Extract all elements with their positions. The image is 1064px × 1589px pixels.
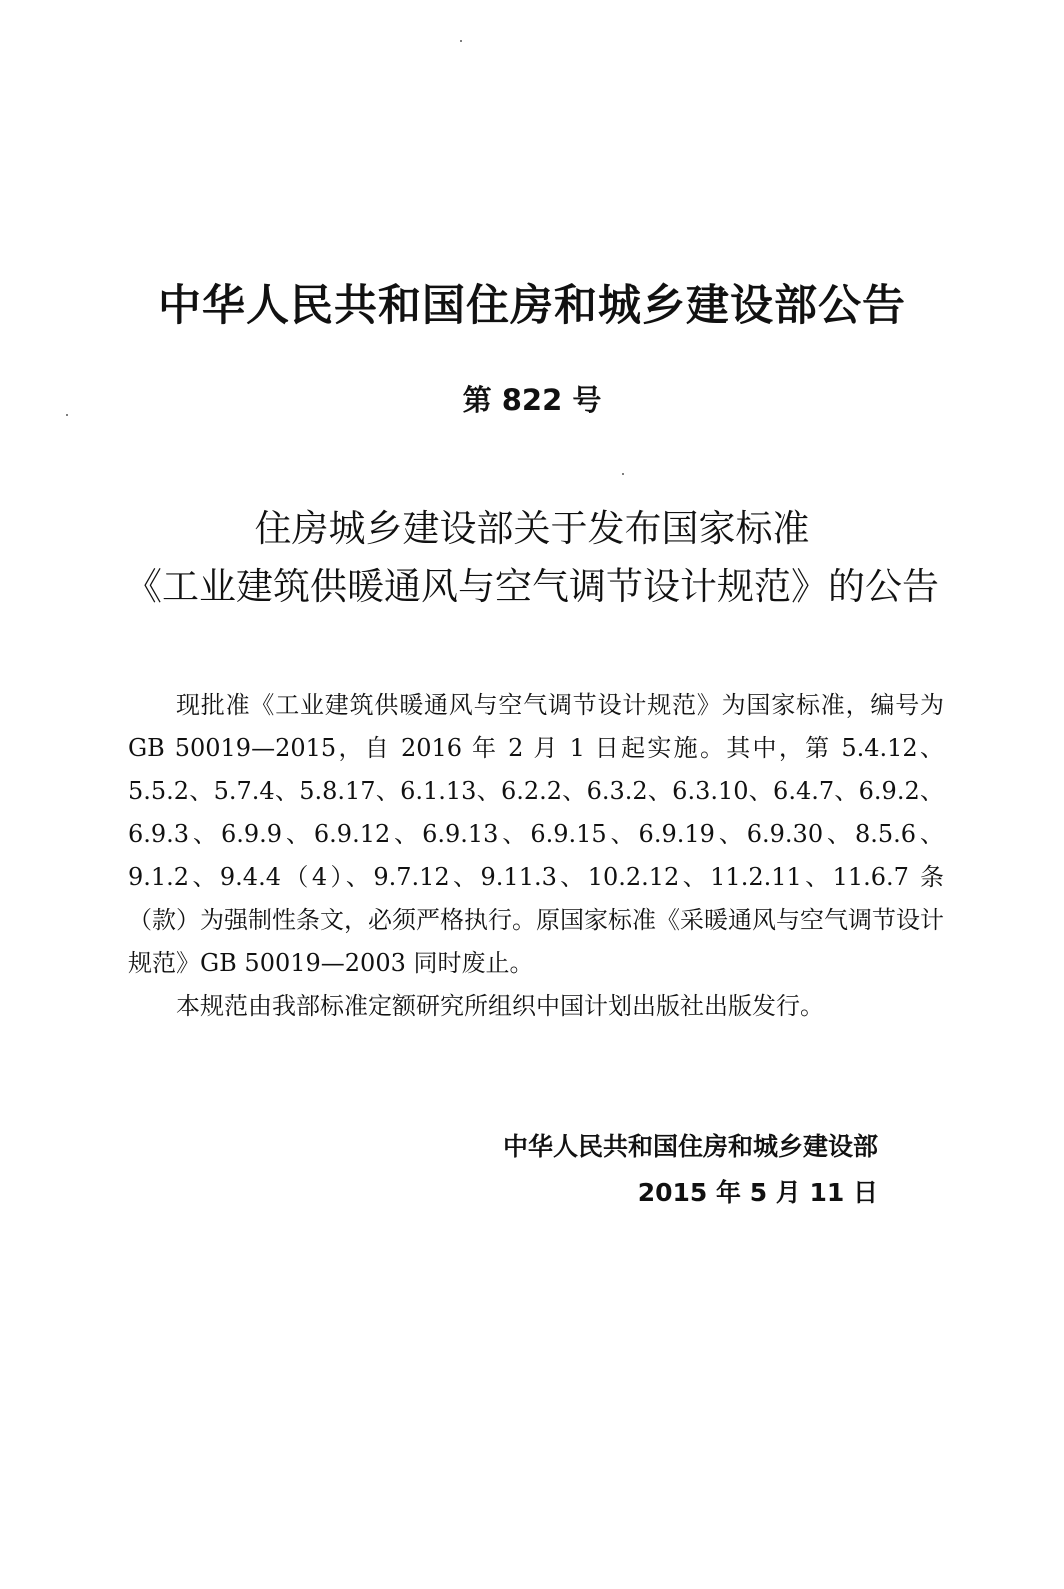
issuer-name: 中华人民共和国住房和城乡建设部	[502, 1132, 878, 1161]
scan-speck	[460, 40, 462, 42]
subtitle-line-1: 住房城乡建设部关于发布国家标准	[254, 507, 810, 550]
scan-speck	[622, 473, 624, 475]
subtitle-line-2: 《工业建筑供暖通风与空气调节设计规范》的公告	[125, 565, 939, 608]
announcement-subtitle	[0, 500, 1064, 616]
signature-block	[503, 1124, 878, 1216]
announcement-heading: 中华人民共和国住房和城乡建设部公告	[158, 281, 906, 331]
announcement-body	[128, 684, 944, 1028]
body-paragraph-2: 本规范由我部标准定额研究所组织中国计划出版社出版发行。	[176, 992, 824, 1020]
issue-date: 2015 年 5 月 11 日	[637, 1178, 878, 1207]
announcement-number: 第 822 号	[462, 383, 602, 417]
body-paragraph-1: 现批准《工业建筑供暖通风与空气调节设计规范》为国家标准，编号为 GB 50019—2015，自 2016 年 2 月 1 日起实施。其中，第 5.4.12、5.5.2、5.7.4、5.8.17、6.1.13、6.2.2、6.3.2、6.3.10、6.4.7、6.9.2、6.9.3、6.9.9、6.9.12、6.9.13、6.9.15、6.9.19、6.9.30、8.5.6、9.1.2、9.4.4（4）、9.7.12、9.11.3、10.2.12、11.2.11、11.6.7 条（款）为强制性条文，必须严格执行。原国家标准《采暖通风与空气调节设计规范》GB 50019—2003 同时废止。	[128, 691, 944, 977]
